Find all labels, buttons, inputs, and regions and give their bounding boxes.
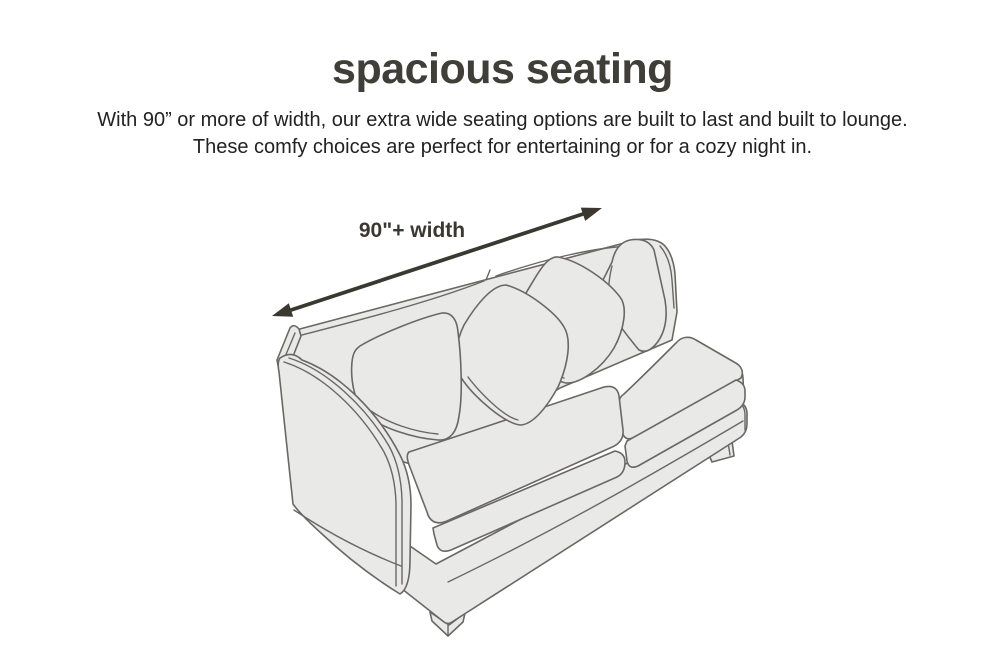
arrowhead-left-icon <box>272 303 293 316</box>
subtitle-line-2: These comfy choices are perfect for entertaining or for a cozy night in. <box>192 136 813 158</box>
arrowhead-right-icon <box>581 208 602 221</box>
dimension-label: 90"+ width <box>358 219 466 242</box>
subtitle-line-1: With 90” or more of width, our extra wide seating options are built to last and built to lounge. <box>97 109 908 131</box>
sofa <box>277 239 747 636</box>
page-title: spacious seating <box>332 45 673 93</box>
